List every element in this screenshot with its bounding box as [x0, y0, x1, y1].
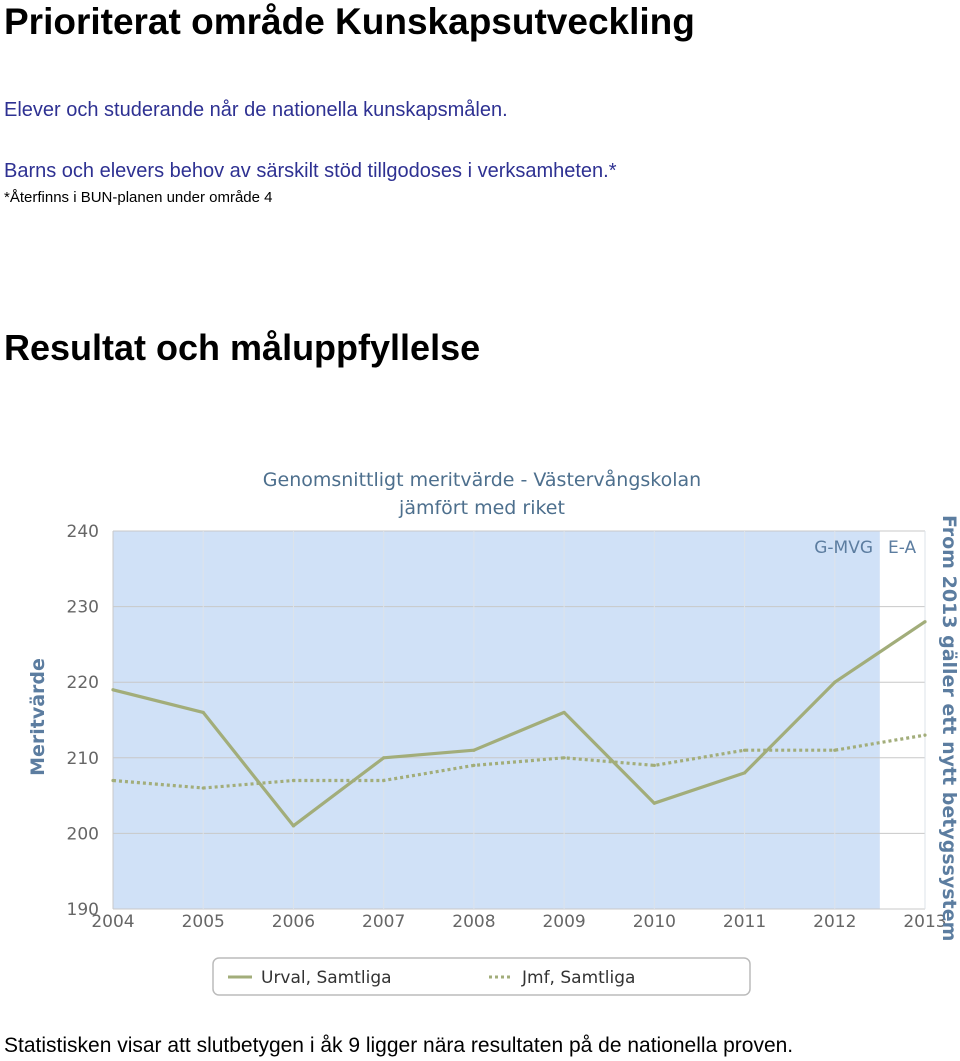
y-tick-label-220: 220	[66, 673, 99, 694]
grading-system-note: From 2013 gäller ett nytt betygssystem	[938, 515, 960, 942]
data-point-s0-2012	[833, 681, 836, 684]
goal-text-1: Elever och studerande når de nationella kunskapsmålen.	[4, 99, 508, 121]
legend-label-urval: Urval, Samtliga	[261, 968, 392, 988]
data-point-s0-2010	[653, 802, 656, 805]
section-heading: Resultat och måluppfyllelse	[4, 327, 481, 368]
chart-title-line-1: Genomsnittligt meritvärde - Västervångskolan	[262, 469, 702, 491]
x-tick-label-2006: 2006	[271, 912, 316, 932]
data-point-s1-2013	[923, 734, 926, 737]
data-point-s0-2008	[472, 749, 475, 752]
goal-text-2: Barns och elevers behov av särskilt stöd tillgodoses i verksamheten.*	[4, 160, 617, 182]
page-heading: Prioriterat område Kunskapsutveckling	[4, 1, 695, 42]
data-point-s0-2009	[563, 711, 566, 714]
data-point-s0-2007	[382, 756, 385, 759]
footnote: *Återfinns i BUN-planen under område 4	[4, 189, 273, 206]
data-point-s1-2007	[382, 779, 385, 782]
data-point-s1-2011	[743, 749, 746, 752]
band-label-gmvg: G-MVG	[814, 538, 873, 558]
data-point-s1-2006	[292, 779, 295, 782]
band-0	[113, 531, 880, 909]
band-label-ea: E-A	[888, 538, 917, 558]
x-tick-label-2010: 2010	[632, 912, 676, 932]
chart-title-line-2: jämfört med riket	[399, 497, 565, 519]
x-tick-label-2012: 2012	[813, 912, 857, 932]
x-tick-label-2007: 2007	[362, 912, 406, 932]
data-point-s1-2004	[111, 779, 114, 782]
x-tick-label-2011: 2011	[722, 912, 767, 932]
y-tick-label-240: 240	[66, 522, 99, 542]
x-tick-label-2004: 2004	[91, 912, 135, 932]
data-point-s0-2013	[923, 620, 926, 623]
conclusion-text: Statistisken visar att slutbetygen i åk 9 ligger nära resultaten på de nationella proven.	[4, 1034, 794, 1057]
data-point-s1-2012	[833, 749, 836, 752]
data-point-s0-2005	[202, 711, 205, 714]
data-point-s0-2006	[292, 824, 295, 827]
band-layer	[113, 531, 925, 909]
y-axis-label: Meritvärde	[27, 658, 49, 776]
y-tick-label-210: 210	[66, 748, 99, 769]
meritvarde-chart	[0, 455, 960, 1010]
legend-label-jmf: Jmf, Samtliga	[522, 968, 636, 988]
y-tick-label-230: 230	[66, 597, 99, 618]
x-tick-label-2013: 2013	[903, 912, 947, 932]
data-point-s1-2010	[653, 764, 656, 767]
y-tick-label-190: 190	[66, 900, 99, 920]
y-tick-label-200: 200	[66, 824, 99, 845]
x-tick-label-2008: 2008	[452, 912, 496, 932]
x-tick-label-2009: 2009	[542, 912, 586, 932]
band-1	[880, 531, 925, 909]
data-point-s0-2011	[743, 771, 746, 774]
x-tick-label-2005: 2005	[181, 912, 225, 932]
data-point-s1-2005	[202, 786, 205, 789]
data-point-s0-2004	[111, 688, 114, 691]
data-point-s1-2009	[563, 756, 566, 759]
data-point-s1-2008	[472, 764, 475, 767]
